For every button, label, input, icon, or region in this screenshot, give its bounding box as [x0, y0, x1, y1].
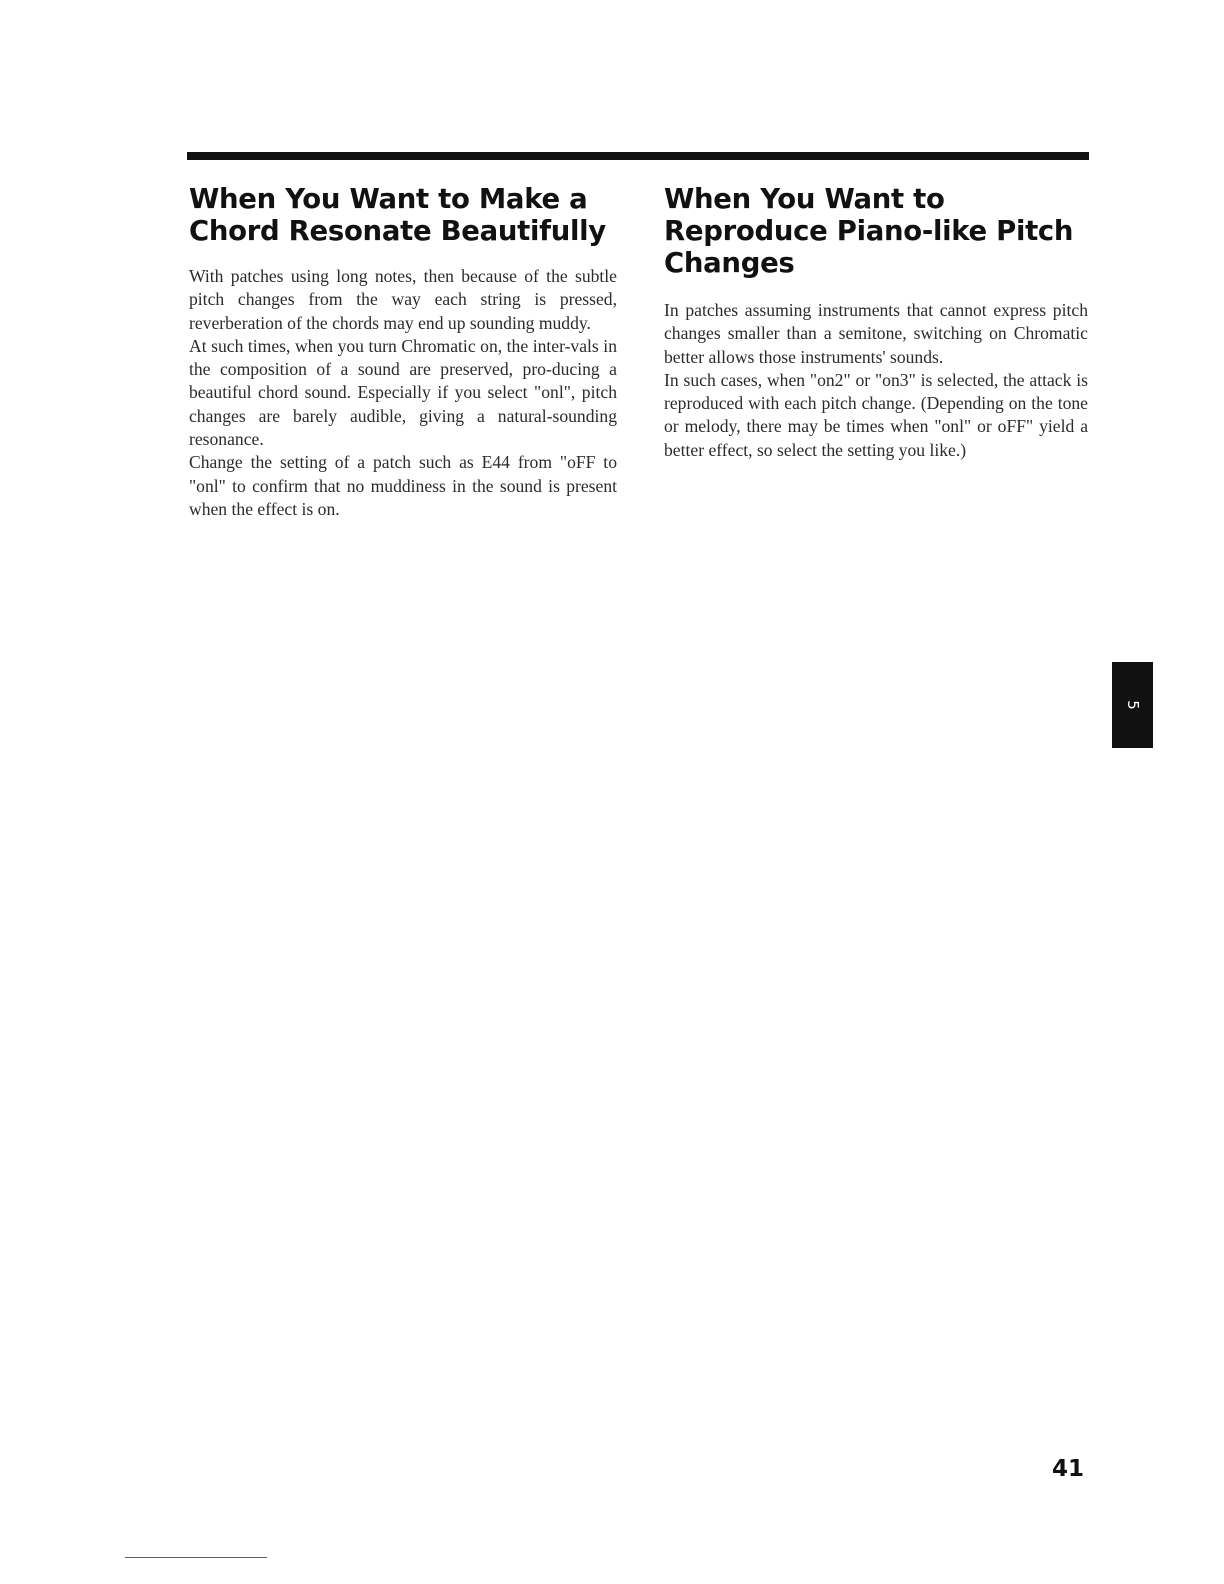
- right-heading-line-2: Reproduce Piano-like Pitch: [664, 215, 1074, 247]
- right-paragraph-2: In such cases, when "on2" or "on3" is selected, the attack is reproduced with each pitch change. (Depending on the tone or melody, there may be times when "onl" or oFF" yield a better effect, so select the setting you like.): [664, 369, 1088, 460]
- left-heading-line-1: When You Want to Make a: [189, 183, 588, 215]
- chapter-tab: [1112, 662, 1153, 748]
- right-section-heading: [664, 183, 1088, 279]
- chapter-number: 5: [1123, 700, 1142, 710]
- page-number: 41: [1051, 1456, 1084, 1482]
- right-section-body: [664, 299, 1088, 462]
- right-section: [664, 183, 1088, 462]
- left-paragraph-1: With patches using long notes, then because of the subtle pitch changes from the way each string is pressed, reverberation of the chords may end up sounding muddy.: [189, 266, 617, 333]
- footer-link-underline: [125, 1557, 267, 1558]
- left-paragraph-2: At such times, when you turn Chromatic on, the inter-vals in the composition of a sound are preserved, pro-ducing a beautiful chord sound. Especially if you select "onl", pitch changes are barely audible, giving a natural-sounding resonance.: [189, 335, 617, 450]
- left-paragraph-3: Change the setting of a patch such as E44 from "oFF to "onl" to confirm that no muddiness in the sound is present when the effect is on.: [189, 452, 617, 519]
- right-heading-line-1: When You Want to: [664, 183, 945, 215]
- left-section-body: [189, 265, 617, 521]
- left-section-heading: [189, 183, 617, 247]
- left-heading-line-2: Chord Resonate Beautifully: [189, 215, 606, 247]
- top-rule: [187, 152, 1089, 160]
- right-heading-line-3: Changes: [664, 247, 795, 279]
- left-section: [189, 183, 617, 521]
- right-paragraph-1: In patches assuming instruments that cannot express pitch changes smaller than a semitone, switching on Chromatic better allows those instruments' sounds.: [664, 300, 1088, 367]
